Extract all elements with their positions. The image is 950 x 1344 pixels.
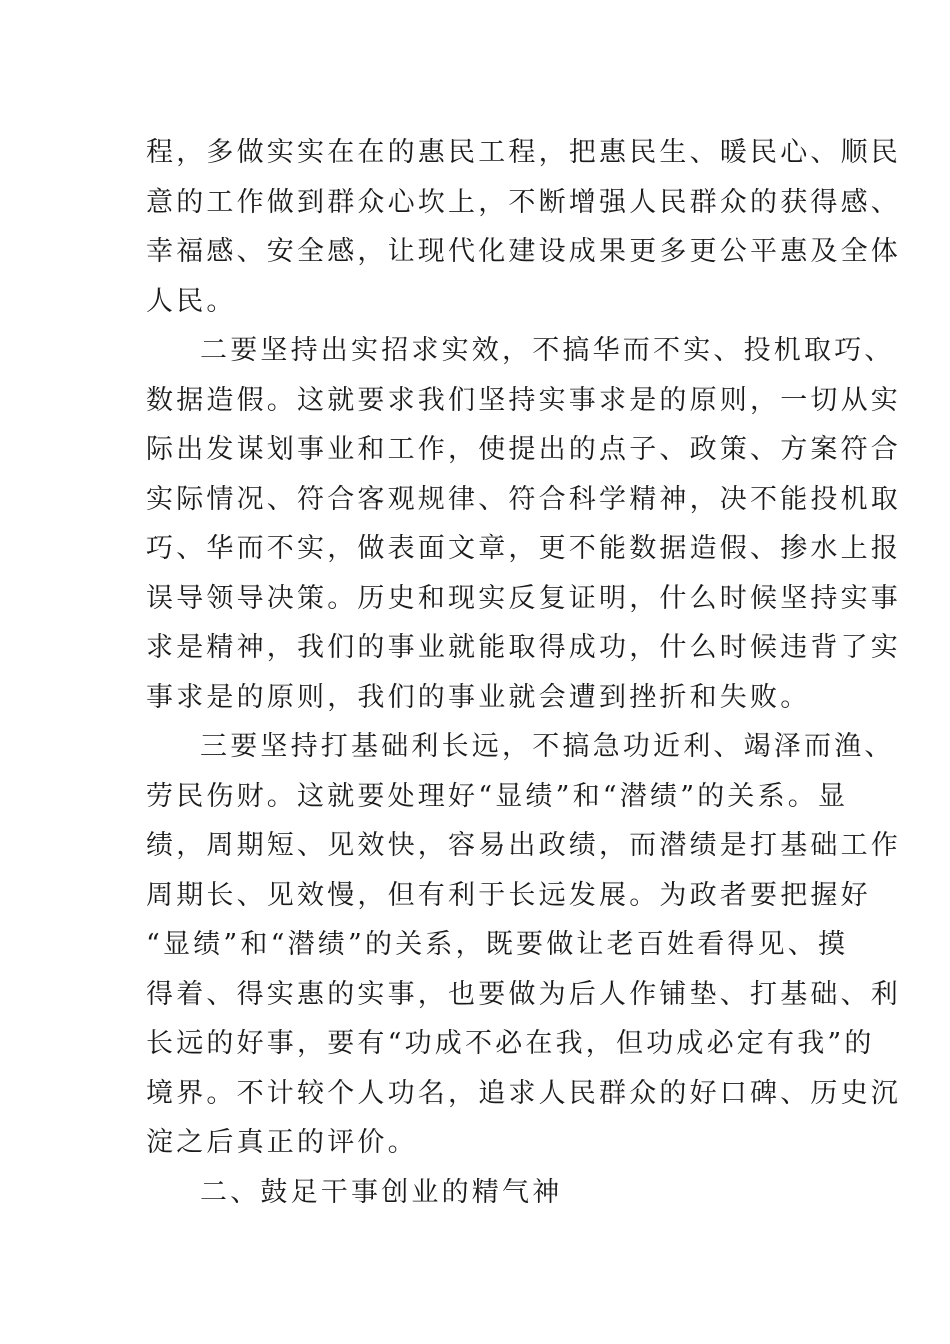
text-line: 周期长、见效慢，但有利于长远发展。为政者要把握好 bbox=[146, 879, 871, 911]
text-line: 际出发谋划事业和工作，使提出的点子、政策、方案符合 bbox=[146, 434, 901, 465]
paragraph-start-line: 三要坚持打基础利长远，不搞急功近利、竭泽而渔、 bbox=[200, 731, 895, 762]
paragraph-start-line: 二要坚持出实招求实效，不搞华而不实、投机取巧、 bbox=[200, 335, 895, 366]
text-line: 淀之后真正的评价。 bbox=[146, 1127, 418, 1158]
text-line: 巧、华而不实，做表面文章，更不能数据造假、掺水上报 bbox=[146, 533, 901, 564]
text-line: 人民。 bbox=[146, 285, 237, 317]
body-text bbox=[146, 128, 901, 1217]
text-line: 境界。不计较个人功名，追求人民群众的好口碑、历史沉 bbox=[146, 1077, 901, 1109]
text-line: 得着、得实惠的实事，也要做为后人作铺垫、打基础、利 bbox=[146, 978, 901, 1010]
text-line: 误导领导决策。历史和现实反复证明，什么时候坚持实事 bbox=[146, 582, 901, 614]
text-line: 幸福感、安全感，让现代化建设成果更多更公平惠及全体 bbox=[146, 236, 901, 267]
text-line: 数据造假。这就要求我们坚持实事求是的原则，一切从实 bbox=[146, 384, 901, 416]
text-line: 求是精神，我们的事业就能取得成功，什么时候违背了实 bbox=[146, 632, 901, 663]
text-line: 实际情况、符合客观规律、符合科学精神，决不能投机取 bbox=[146, 483, 901, 515]
text-line: 事求是的原则，我们的事业就会遭到挫折和失败。 bbox=[146, 681, 811, 713]
text-line: 长远的好事，要有“功成不必在我，但功成必定有我”的 bbox=[146, 1028, 875, 1059]
text-line: 劳民伤财。这就要处理好“显绩”和“潜绩”的关系。显 bbox=[146, 780, 849, 812]
text-line: 意的工作做到群众心坎上，不断增强人民群众的获得感、 bbox=[146, 186, 901, 218]
text-line: 绩，周期短、见效快，容易出政绩，而潜绩是打基础工作 bbox=[146, 830, 901, 861]
text-line: 程，多做实实在在的惠民工程，把惠民生、暖民心、顺民 bbox=[146, 137, 901, 168]
text-line: “显绩”和“潜绩”的关系，既要做让老百姓看得见、摸 bbox=[146, 929, 849, 960]
section-heading: 二、鼓足干事创业的精气神 bbox=[200, 1176, 563, 1208]
